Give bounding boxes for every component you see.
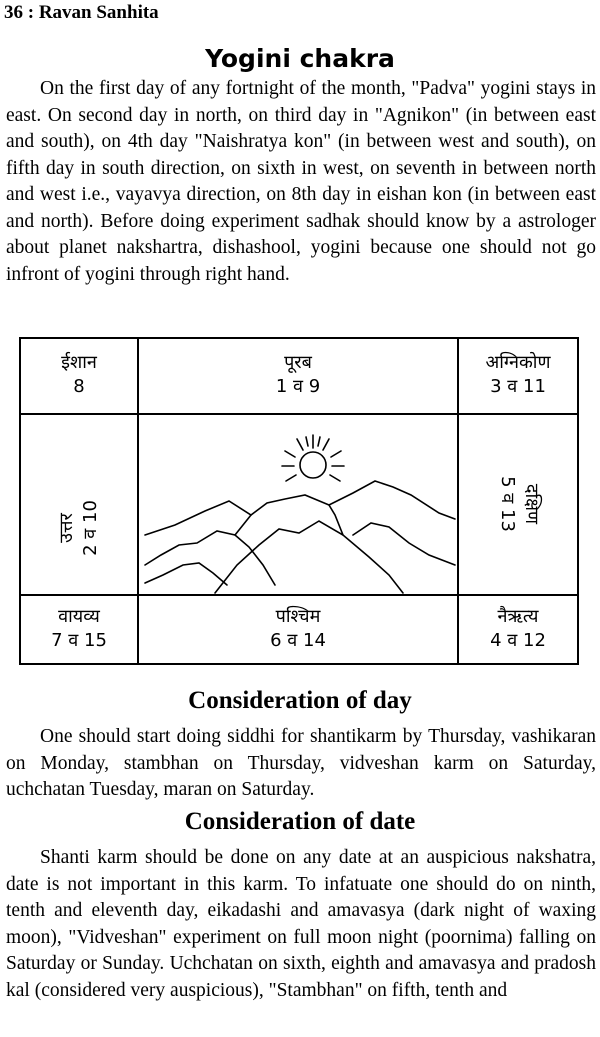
cell-northwest-name: वायव्य bbox=[58, 606, 100, 627]
heading-consideration-of-day: Consideration of day bbox=[188, 687, 412, 714]
cell-south-days: 5 व 13 bbox=[497, 476, 518, 532]
cell-northwest-days: 7 व 15 bbox=[51, 630, 107, 651]
running-head: 36 : Ravan Sanhita bbox=[4, 2, 159, 23]
cell-southeast bbox=[459, 351, 577, 399]
cell-east bbox=[139, 351, 457, 399]
sun-mountains-illustration bbox=[139, 415, 457, 594]
cell-east-name: पूरब bbox=[284, 352, 312, 373]
yogini-chakra-grid bbox=[19, 337, 579, 665]
cell-west bbox=[139, 605, 457, 653]
paragraph-consideration-of-day: One should start doing siddhi for shantikarm by Thursday, vashikaran on Monday, stambhan on Thursday, vidveshan karm on Saturday, uchchatan Tuesday, maran on Saturday. bbox=[6, 726, 596, 800]
cell-southwest bbox=[459, 605, 577, 653]
sun-icon bbox=[300, 452, 326, 478]
cell-north-name: उत्तर bbox=[56, 513, 77, 543]
cell-northeast bbox=[21, 351, 137, 399]
mountain-ridge bbox=[145, 481, 455, 535]
cell-northeast-days: 8 bbox=[73, 376, 85, 397]
cell-east-days: 1 व 9 bbox=[275, 376, 321, 397]
cell-south-name: दक्षिण bbox=[521, 483, 542, 525]
cell-northeast-name: ईशान bbox=[61, 352, 97, 373]
cell-southwest-name: नैऋत्य bbox=[497, 606, 539, 627]
grid-line bbox=[21, 594, 577, 596]
section-title-yogini-chakra: Yogini chakra bbox=[205, 44, 395, 73]
cell-southeast-name: अग्निकोण bbox=[485, 352, 551, 373]
cell-west-days: 6 व 14 bbox=[270, 630, 326, 651]
cell-north bbox=[55, 478, 103, 578]
cell-west-name: पश्चिम bbox=[275, 606, 321, 627]
cell-north-days: 2 व 10 bbox=[80, 500, 101, 556]
cell-southeast-days: 3 व 11 bbox=[490, 376, 546, 397]
cell-south bbox=[495, 454, 543, 554]
paragraph-consideration-of-date: Shanti karm should be done on any date at an auspicious nakshatra, date is not important in this karm. To infatuate one should do on ninth, tenth and eleventh day, eikadashi and amavasya (dark night of waxing moon), "Vidveshan" experiment on full moon night (poornima) falling on Saturday or Sunday. Uchchatan on sixth, eighth and amavasya and pradosh kal (considered very auspicious), "Stambhan" on fifth, tenth and bbox=[6, 847, 596, 1001]
cell-southwest-days: 4 व 12 bbox=[490, 630, 546, 651]
intro-paragraph: On the first day of any fortnight of the month, "Padva" yogini stays in east. On second day in north, on third day in "Agnikon" (in between east and south), on 4th day "Naishratya kon" (in between west and south), on fifth day in south direction, on sixth in west, on seventh in between north and west i.e., vayavya direction, on 8th day in eishan kon (in between east and north). Before doing experiment sadhak should know by a astrologer about planet nakshartra, dishashool, yogini because one should not go infront of yogini through right hand. bbox=[6, 78, 596, 285]
cell-northwest bbox=[21, 605, 137, 653]
heading-consideration-of-date: Consideration of date bbox=[184, 808, 416, 835]
